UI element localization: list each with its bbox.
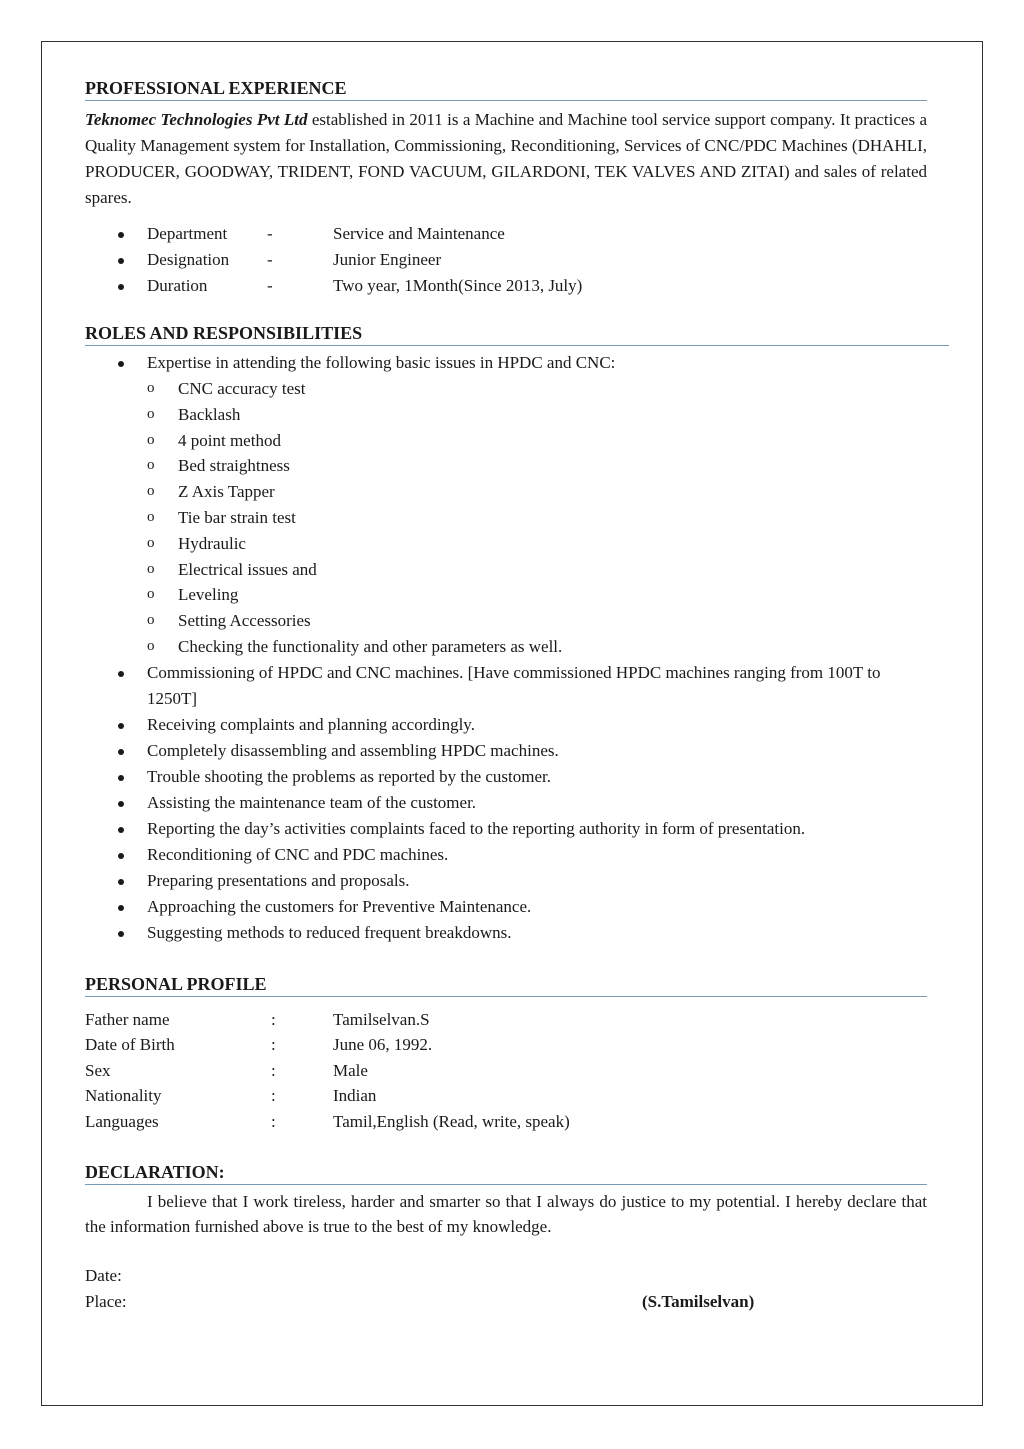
profile-label: Date of Birth [85,1035,175,1055]
profile-value: Male [333,1060,368,1080]
sub-item: o Setting Accessories [85,608,927,634]
roles-intro [85,350,927,376]
profile-colon: : [271,1060,276,1080]
profile-row [85,1007,927,1033]
company-description [85,107,927,211]
sub-item: o Tie bar strain test [85,505,927,531]
profile-colon: : [271,1035,276,1055]
profile-colon: : [271,1086,276,1106]
profile-row [85,1083,927,1109]
role-item: Receiving complaints and planning accordingly. [85,712,927,738]
roles-intro-text: Expertise in attending the following basic issues in HPDC and CNC: [147,353,616,372]
profile-label: Father name [85,1009,170,1029]
role-item: Suggesting methods to reduced frequent breakdowns. [85,920,927,946]
sub-item: o Electrical issues and [85,557,927,583]
place-label: Place: [85,1292,127,1312]
roles-items [85,660,927,946]
detail-label: Designation [147,250,230,269]
profile-row [85,1109,927,1135]
role-item: Trouble shooting the problems as reported by the customer. [85,764,927,790]
profile-colon: : [271,1111,276,1131]
experience-heading: PROFESSIONAL EXPERIENCE [85,76,927,101]
profile-colon: : [271,1009,276,1029]
profile-label: Sex [85,1060,111,1080]
roles-heading: ROLES AND RESPONSIBILITIES [85,321,949,346]
profile-row [85,1058,927,1084]
detail-dash: - [267,250,273,269]
role-item: Reconditioning of CNC and PDC machines. [85,842,927,868]
detail-duration [85,273,927,299]
sub-item: o Hydraulic [85,531,927,557]
detail-label: Duration [147,276,208,295]
role-item: Assisting the maintenance team of the customer. [85,790,927,816]
profile-value: Indian [333,1086,377,1106]
sub-item: o Bed straightness [85,453,927,479]
detail-value: Service and Maintenance [333,224,505,243]
profile-label: Nationality [85,1086,162,1106]
date-row [85,1263,927,1289]
experience-details [85,221,927,299]
sub-item: o CNC accuracy test [85,376,927,402]
roles-sub-list [85,376,927,660]
company-description-text: established in 2011 is a Machine and Machine tool service support company. It practices a Quality Management system for Installation, Commissioning, Reconditioning, Services of CNC/PDC Machines (DHAHLI, PRODUCER, GOODWAY, TRIDENT, FOND VACUUM, GILARDONI, TEK VALVES AND ZITAI) and sales of related spares. [85,110,927,207]
sub-item: o Backlash [85,402,927,428]
detail-designation [85,247,927,273]
role-item: Completely disassembling and assembling HPDC machines. [85,738,927,764]
resume-page [85,76,927,1315]
detail-dash: - [267,224,273,243]
sub-item: o Leveling [85,582,927,608]
role-item: Reporting the day’s activities complaints faced to the reporting authority in form of presentation. [85,816,927,842]
declaration-body: I believe that I work tireless, harder and smarter so that I always do justice to my potential. I hereby declare that the information furnished above is true to the best of my knowledge. [85,1192,927,1237]
profile-heading: PERSONAL PROFILE [85,972,927,997]
profile-table [85,1007,927,1135]
date-place-block [85,1263,927,1315]
profile-row [85,1032,927,1058]
profile-label: Languages [85,1111,159,1131]
role-item: Approaching the customers for Preventive Maintenance. [85,894,927,920]
date-label: Date: [85,1266,122,1286]
profile-value: Tamilselvan.S [333,1009,430,1029]
roles-list [85,350,927,376]
sub-item: o Z Axis Tapper [85,479,927,505]
company-name: Teknomec Technologies Pvt Ltd [85,110,308,129]
detail-value: Junior Engineer [333,250,442,269]
signature-name: (S.Tamilselvan) [642,1292,755,1312]
sub-item: o Checking the functionality and other parameters as well. [85,634,927,660]
profile-value: June 06, 1992. [333,1035,433,1055]
place-row [85,1289,927,1315]
detail-label: Department [147,224,228,243]
role-item: Preparing presentations and proposals. [85,868,927,894]
detail-dash: - [267,276,273,295]
profile-value: Tamil,English (Read, write, speak) [333,1111,570,1131]
role-item: Commissioning of HPDC and CNC machines. [Have commissioned HPDC machines ranging from 100T to 1250T] [85,660,927,712]
sub-item: o 4 point method [85,428,927,454]
detail-department [85,221,927,247]
declaration-text [85,1189,927,1239]
detail-value: Two year, 1Month(Since 2013, July) [333,276,583,295]
declaration-heading: DECLARATION: [85,1160,927,1185]
